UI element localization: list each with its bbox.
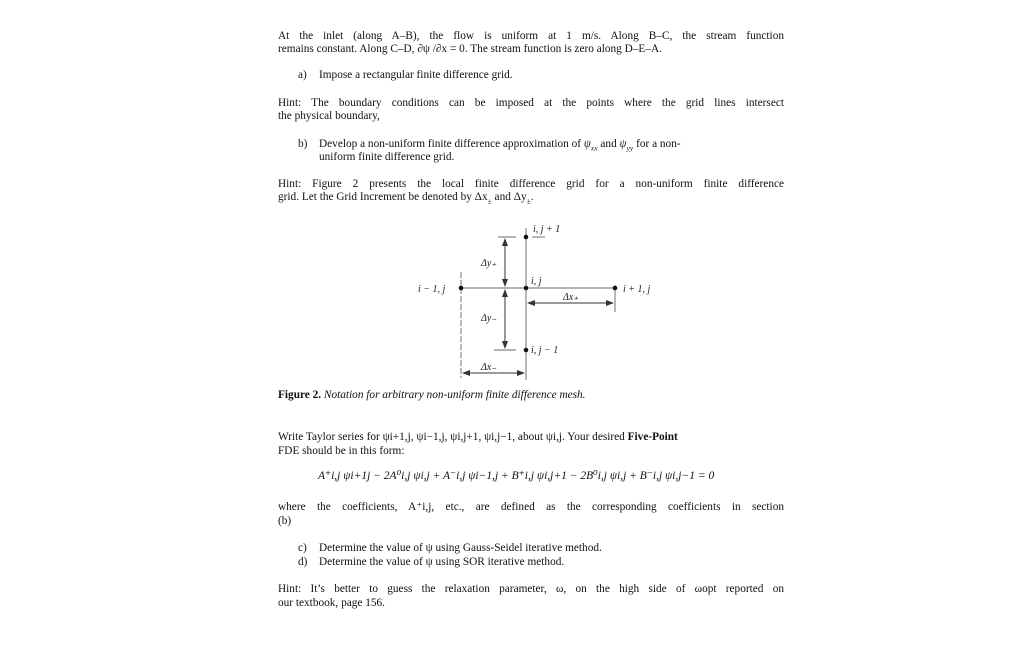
figure-caption: Figure 2. Notation for arbitrary non-uniform finite difference mesh. bbox=[278, 389, 586, 401]
label-left: i − 1, j bbox=[418, 284, 446, 295]
intro-line-2: remains constant. Along C–D, ∂ψ /∂x = 0. The stream function is zero along D–E–A. bbox=[278, 43, 662, 55]
hint2-line-2: grid. Let the Grid Increment be denoted by $\Delta x_\pm$ and $\Delta y_\pm$. bbox=[278, 191, 534, 206]
item-a: Impose a rectangular finite difference grid. bbox=[319, 69, 513, 81]
item-c-label: c) bbox=[298, 542, 307, 554]
hint1-line-1: Hint: The boundary conditions can be imposed at the points where the grid lines intersect bbox=[278, 97, 784, 109]
hint1-line-2: the physical boundary, bbox=[278, 110, 380, 122]
item-b-line-2: uniform finite difference grid. bbox=[319, 151, 455, 163]
node-center bbox=[524, 286, 529, 291]
hint3-line-1: Hint: It’s better to guess the relaxation parameter, ω, on the high side of ωopt reported on bbox=[278, 583, 784, 595]
item-a-label: a) bbox=[298, 69, 307, 81]
hint2-line-1: Hint: Figure 2 presents the local finite difference grid for a non-uniform finite difference bbox=[278, 178, 784, 190]
hint3-line-2: our textbook, page 156. bbox=[278, 597, 385, 609]
label-dy-plus: Δy₊ bbox=[481, 258, 497, 269]
taylor-line-1: Write Taylor series for ψi+1,j, ψi−1,j, ψi,j+1, ψi,j−1, about ψi,j. Your desired Five-Point bbox=[278, 431, 678, 443]
label-bottom: i, j − 1 bbox=[531, 345, 559, 356]
item-b-line-1: Develop a non-uniform finite difference approximation of $\psi_{xx}$ and $\psi_{yy}$ for a non- bbox=[319, 138, 681, 153]
taylor-line-2: FDE should be in this form: bbox=[278, 445, 405, 457]
node-left bbox=[459, 286, 464, 291]
item-b-label: b) bbox=[298, 138, 308, 150]
label-dx-minus: Δx₋ bbox=[481, 362, 497, 373]
item-d-label: d) bbox=[298, 556, 308, 568]
where-line-2: (b) bbox=[278, 515, 292, 527]
intro-line-1: At the inlet (along A–B), the flow is uniform at 1 m/s. Along B–C, the stream function bbox=[278, 30, 784, 42]
node-bottom bbox=[524, 348, 529, 353]
node-top bbox=[524, 235, 529, 240]
node-right bbox=[613, 286, 618, 291]
five-point-fde-equation: A⁺i,j ψi+1j − 2A⁰i,j ψi,j + A⁻i,j ψi−1,j + B⁺i,j ψi,j+1 − 2B⁰i,j ψi,j + B⁻i,j ψi,j−1 = 0 bbox=[318, 470, 715, 482]
label-center: i, j bbox=[531, 276, 542, 287]
label-right: i + 1, j bbox=[623, 284, 651, 295]
label-dy-minus: Δy₋ bbox=[481, 313, 497, 324]
label-top: i, j + 1 bbox=[533, 224, 561, 235]
item-d: Determine the value of ψ using SOR iterative method. bbox=[319, 556, 565, 568]
label-dx-plus: Δx₊ bbox=[563, 292, 579, 303]
where-line-1: where the coefficients, A⁺i,j, etc., are defined as the corresponding coefficients in section bbox=[278, 501, 784, 513]
item-c: Determine the value of ψ using Gauss-Seidel iterative method. bbox=[319, 542, 602, 554]
